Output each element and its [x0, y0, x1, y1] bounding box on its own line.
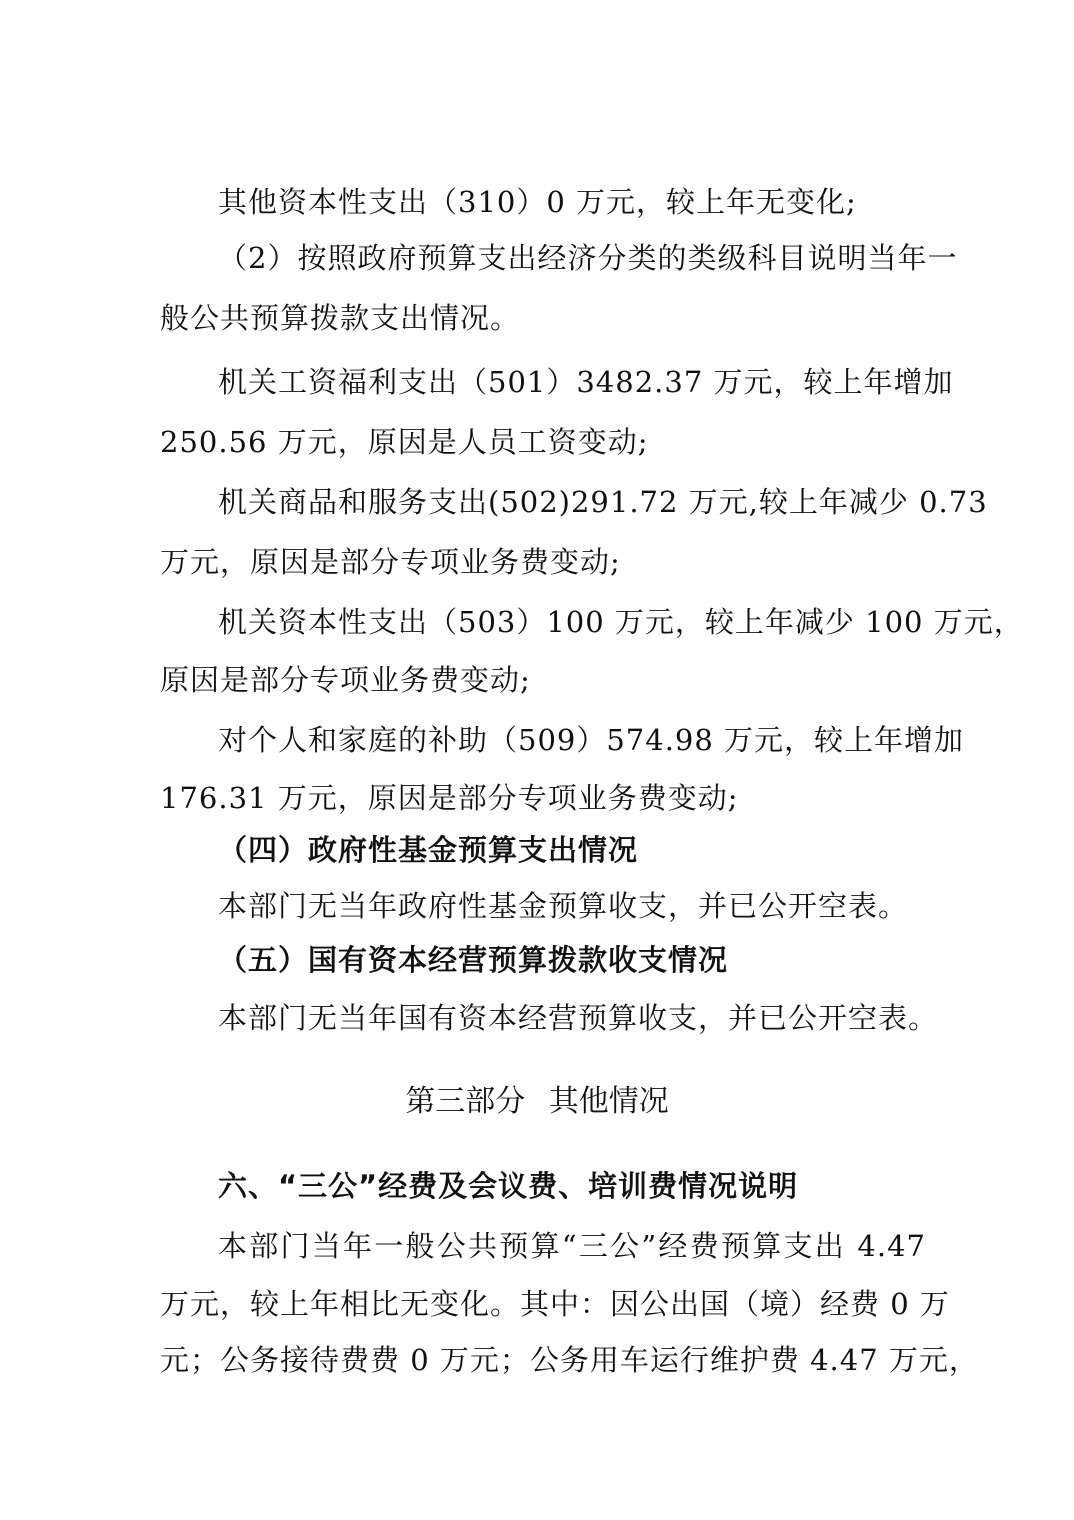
paragraph-goods-services-line1: 机关商品和服务支出(502)291.72 万元,较上年减少 0.73: [218, 485, 988, 519]
paragraph-wages-welfare-line1: 机关工资福利支出（501）3482.37 万元，较上年增加: [218, 365, 954, 399]
paragraph-three-public-line3: 元；公务接待费费 0 万元；公务用车运行维护费 4.47 万元，: [160, 1343, 979, 1377]
paragraph-other-capital-expenditure: 其他资本性支出（310）0 万元，较上年无变化;: [218, 185, 857, 219]
paragraph-three-public-line1: 本部门当年一般公共预算“三公”经费预算支出 4.47: [218, 1229, 926, 1263]
heading-three-public-expenses: 六、“三公”经费及会议费、培训费情况说明: [218, 1169, 799, 1203]
paragraph-goods-services-line2: 万元，原因是部分专项业务费变动;: [160, 545, 621, 579]
paragraph-state-capital: 本部门无当年国有资本经营预算收支，并已公开空表。: [218, 1001, 939, 1035]
paragraph-capital-expenditure-line2: 原因是部分专项业务费变动;: [160, 663, 531, 697]
paragraph-capital-expenditure-line1: 机关资本性支出（503）100 万元，较上年减少 100 万元，: [218, 605, 1024, 639]
paragraph-three-public-line2: 万元，较上年相比无变化。其中：因公出国（境）经费 0 万: [160, 1287, 950, 1321]
paragraph-subsidies-line1: 对个人和家庭的补助（509）574.98 万元，较上年增加: [218, 723, 965, 757]
paragraph-subsidies-line2: 176.31 万元，原因是部分专项业务费变动;: [160, 781, 739, 815]
heading-state-capital: （五）国有资本经营预算拨款收支情况: [218, 943, 729, 977]
part-three-title: 第三部分 其他情况: [405, 1084, 669, 1119]
paragraph-wages-welfare-line2: 250.56 万元，原因是人员工资变动;: [160, 425, 649, 459]
paragraph-government-fund: 本部门无当年政府性基金预算收支，并已公开空表。: [218, 889, 909, 923]
paragraph-economic-classification-line1: （2）按照政府预算支出经济分类的类级科目说明当年一: [218, 241, 958, 275]
heading-government-fund: （四）政府性基金预算支出情况: [218, 833, 639, 867]
paragraph-economic-classification-line2: 般公共预算拨款支出情况。: [160, 301, 521, 335]
